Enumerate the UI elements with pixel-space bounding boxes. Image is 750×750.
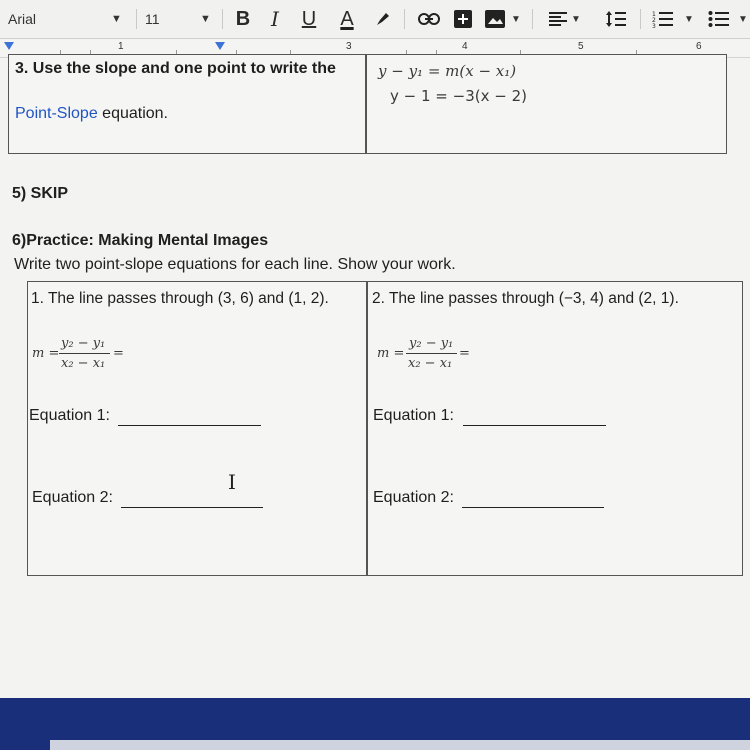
problem1-prompt: 1. The line passes through (3, 6) and (1, 2). <box>31 290 329 307</box>
problem2-equation1-label: Equation 1: <box>373 407 454 424</box>
highlight-pen-icon[interactable] <box>370 6 396 32</box>
chevron-down-icon[interactable]: ▼ <box>738 14 748 25</box>
first-line-indent-marker[interactable] <box>215 42 225 50</box>
problem1-equation1-blank[interactable] <box>118 425 261 426</box>
fraction-bar <box>59 353 110 354</box>
chevron-down-icon[interactable]: ▼ <box>571 14 581 25</box>
point-slope-link[interactable]: Point-Slope <box>15 105 98 122</box>
problem1-equation2-label: Equation 2: <box>32 489 113 506</box>
toolbar-divider <box>222 9 223 29</box>
ruler-number: 5 <box>578 41 584 52</box>
problem1-equals: = <box>113 346 124 361</box>
section5-label: 5) SKIP <box>12 185 69 202</box>
insert-image-icon[interactable] <box>482 6 508 32</box>
ruler-number: 4 <box>462 41 468 52</box>
text-cursor-icon: I <box>228 470 236 494</box>
chevron-down-icon: ▼ <box>111 13 122 25</box>
bold-button[interactable]: B <box>235 7 251 30</box>
svg-text:3: 3 <box>652 23 656 28</box>
ruler-number: 6 <box>696 41 702 52</box>
ruler-number: 3 <box>346 41 352 52</box>
taskbar-strip <box>50 740 750 750</box>
problem2-prompt: 2. The line passes through (−3, 4) and (2, 1). <box>372 290 679 307</box>
step3-text: 3. Use the slope and one point to write the <box>15 60 336 77</box>
font-size-select[interactable] <box>145 0 215 38</box>
line-spacing-icon[interactable] <box>603 6 629 32</box>
numbered-list-icon[interactable] <box>650 6 676 32</box>
point-slope-general-formula: y − y₁ = m(x − x₁) <box>378 62 517 80</box>
table-divider <box>366 281 368 576</box>
step3-text-line2: Point-Slope equation. <box>15 105 168 122</box>
toolbar-divider <box>532 9 533 29</box>
fraction-bar <box>406 353 457 354</box>
section6-title: 6)Practice: Making Mental Images <box>12 232 269 249</box>
add-comment-icon[interactable] <box>450 6 476 32</box>
italic-button[interactable]: I <box>271 7 279 31</box>
text-color-button[interactable]: A <box>340 7 354 30</box>
problem1-slope-denominator: x₂ − x₁ <box>61 356 106 371</box>
svg-text:1: 1 <box>652 11 656 18</box>
section6-instructions: Write two point-slope equations for each line. Show your work. <box>14 256 456 273</box>
font-family-value: Arial <box>8 11 37 27</box>
ruler-number: 1 <box>118 41 124 52</box>
problem2-slope-denominator: x₂ − x₁ <box>408 356 453 371</box>
problem2-slope-numerator: y₂ − y₁ <box>409 336 454 351</box>
chevron-down-icon: ▼ <box>200 13 211 25</box>
document-page[interactable] <box>0 58 750 698</box>
problem2-equation2-label: Equation 2: <box>373 489 454 506</box>
bulleted-list-icon[interactable] <box>706 6 732 32</box>
problem1-equation2-blank[interactable] <box>121 507 263 508</box>
problem2-equals: = <box>459 346 470 361</box>
point-slope-specific-formula: y − 1 = −3(x − 2) <box>390 87 527 105</box>
problem1-equation1-label: Equation 1: <box>29 407 110 424</box>
align-left-icon[interactable] <box>545 6 571 32</box>
font-size-value: 11 <box>145 11 160 27</box>
toolbar-divider <box>136 9 137 29</box>
underline-button[interactable]: U <box>301 7 317 30</box>
problem1-slope-numerator: y₂ − y₁ <box>61 336 106 351</box>
problem2-equation1-blank[interactable] <box>463 425 606 426</box>
formatting-toolbar <box>0 0 750 39</box>
left-indent-marker[interactable] <box>4 42 14 50</box>
practice-table <box>27 281 743 576</box>
toolbar-divider <box>640 9 641 29</box>
chevron-down-icon[interactable]: ▼ <box>511 14 521 25</box>
table-divider <box>365 54 367 154</box>
problem1-slope-label: m = <box>32 346 60 361</box>
svg-text:2: 2 <box>652 17 656 24</box>
problem2-equation2-blank[interactable] <box>462 507 604 508</box>
insert-link-icon[interactable] <box>416 6 442 32</box>
toolbar-divider <box>404 9 405 29</box>
problem2-slope-label: m = <box>377 346 405 361</box>
chevron-down-icon[interactable]: ▼ <box>684 14 694 25</box>
font-family-select[interactable] <box>8 0 128 38</box>
